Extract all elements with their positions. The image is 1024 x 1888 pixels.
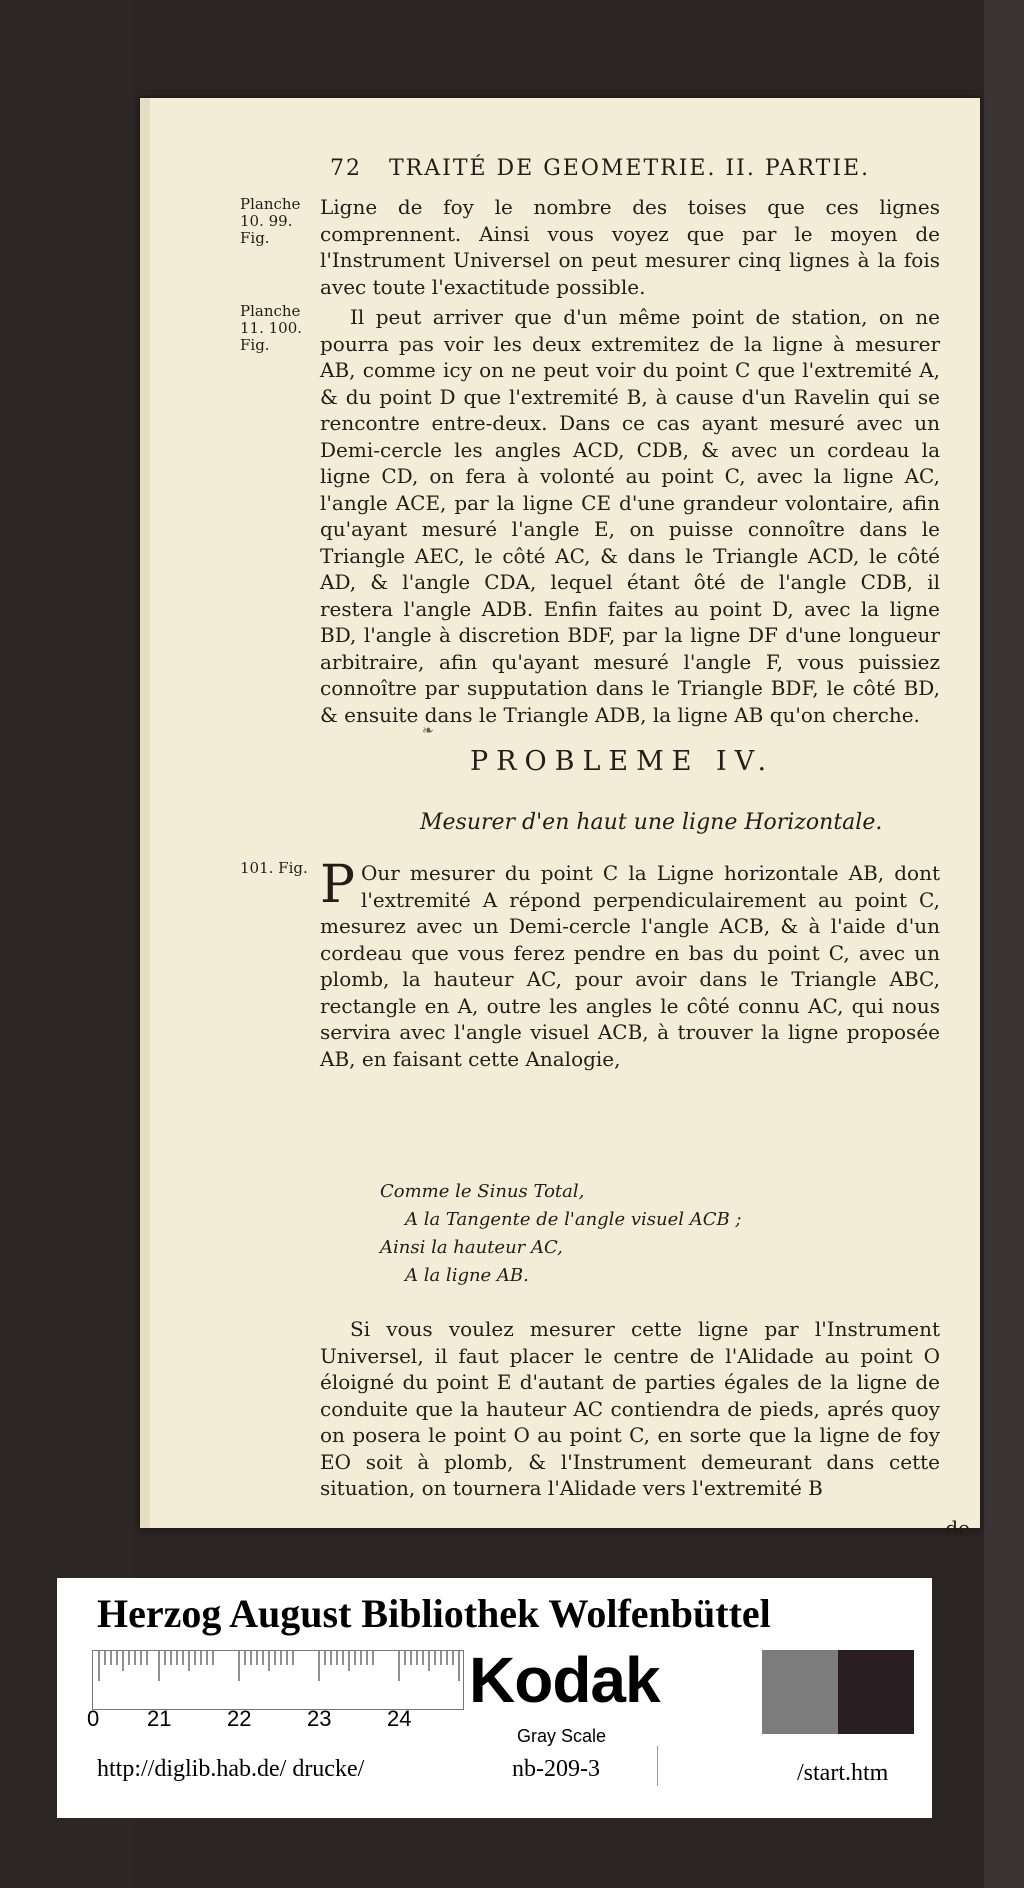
problem-paragraph	[320, 855, 940, 1072]
drop-cap: P	[320, 855, 355, 915]
shelfmark: nb-209-3	[512, 1756, 600, 1782]
ruler-label: 23	[307, 1706, 332, 1731]
problem-title: PROBLEME IV.	[470, 746, 775, 777]
page-header	[330, 156, 870, 181]
margin-note-figure: Planche 11. 100. Fig.	[240, 302, 303, 354]
scan-backdrop-right	[984, 0, 1024, 1888]
paragraph	[320, 304, 940, 728]
gray-swatch-dark	[838, 1650, 914, 1734]
analogy-line: A la ligne AB.	[405, 1265, 529, 1286]
ruler-label: 21	[147, 1706, 172, 1731]
margin-note-figure: Planche 10. 99. Fig.	[240, 195, 301, 247]
book-page	[140, 98, 980, 1540]
ruler	[92, 1650, 464, 1710]
analogy-line: Ainsi la hauteur AC,	[380, 1237, 563, 1258]
ornament: ❧	[422, 723, 434, 739]
paragraph-text: Il peut arriver que d'un même point de station, on ne pourra pas voir les deux extremitez de la ligne à mesurer AB, comme icy on ne peut voir du point C que l'extremité A, & du point D que l'extremité B, à cause d'un Ravelin qui se rencontre entre-deux. Dans ce cas ayant mesuré avec un Demi-cercle les angles ACD, CDB, & avec un cordeau la ligne CD, on fera à volonté au point C, avec la ligne AC, l'angle ACE, par la ligne CE d'une grandeur volontaire, afin qu'ayant mesuré l'angle E, on puisse connoître dans le Triangle AEC, le côté AC, & dans le Triangle ACD, le côté AD, & l'angle CDA, lequel étant ôté de l'angle CDB, il restera l'angle ADB. Enfin faites au point D, avec la ligne BD, l'angle à discretion BDF, par la ligne DF d'une longueur arbitraire, afin qu'ayant mesuré l'angle F, vous puissiez connoître par supputation dans le Triangle BDF, le côté BD, & ensuite dans le Triangle ADB, la ligne AB qu'on cherche.	[320, 305, 940, 727]
paragraph	[320, 194, 940, 300]
analogy-line: A la Tangente de l'angle visuel ACB ;	[405, 1209, 742, 1230]
paragraph-text: Ligne de foy le nombre des toises que ces lignes comprennent. Ainsi vous voyez que par le moyen de l'Instrument Universel on peut mesurer cinq lignes à la fois avec toute l'exactitude possible.	[320, 195, 940, 299]
analogy-block	[380, 1178, 742, 1290]
paragraph-text: Si vous voulez mesurer cette ligne par l'Instrument Universel, il faut placer le centre de l'Alidade au point O éloigné du point E d'autant de parties égales de la ligne de conduite que la hauteur AC contiendra de pieds, aprés quoy on posera le point O au point C, en sorte que la ligne de foy EO soit à plomb, & l'Instrument demeurant dans cette situation, on tournera l'Alidade vers l'extremité B	[320, 1317, 940, 1500]
gray-swatch-mid	[762, 1650, 838, 1734]
start-path: /start.htm	[797, 1760, 889, 1786]
page-gutter-shadow	[140, 98, 150, 1528]
problem-subtitle: Mesurer d'en haut une ligne Horizontale.	[420, 810, 883, 835]
page-number: 72	[330, 156, 362, 181]
ruler-label: 22	[227, 1706, 252, 1731]
kodak-logo: Kodak	[469, 1644, 660, 1716]
paragraph	[320, 1316, 940, 1502]
calibration-card	[57, 1578, 932, 1818]
ruler-label: 0	[87, 1706, 100, 1731]
margin-note-figure: 101. Fig.	[240, 859, 308, 877]
library-title: Herzog August Bibliothek Wolfenbüttel	[97, 1591, 771, 1636]
gray-scale-label: Gray Scale	[517, 1726, 607, 1746]
card-divider	[657, 1746, 658, 1786]
running-title: TRAITÉ DE GEOMETRIE. II. PARTIE.	[389, 156, 871, 181]
catchword: de	[945, 1516, 970, 1540]
ruler-label: 24	[387, 1706, 412, 1731]
paragraph-text: Our mesurer du point C la Ligne horizontale AB, dont l'extremité A répond perpendiculairement au point C, mesurez avec un Demi-cercle l'angle ACB, & à l'aide d'un cordeau que vous ferez pendre en bas du point C, avec un plomb, la hauteur AC, pour avoir dans le Triangle ABC, rectangle en A, outre les angles le côté connu AC, qui nous servira avec l'angle visuel ACB, à trouver la ligne proposée AB, en faisant cette Analogie,	[320, 861, 940, 1071]
analogy-line: Comme le Sinus Total,	[380, 1181, 585, 1202]
library-url: http://diglib.hab.de/ drucke/	[97, 1756, 365, 1782]
ruler-ticks	[93, 1651, 463, 1709]
